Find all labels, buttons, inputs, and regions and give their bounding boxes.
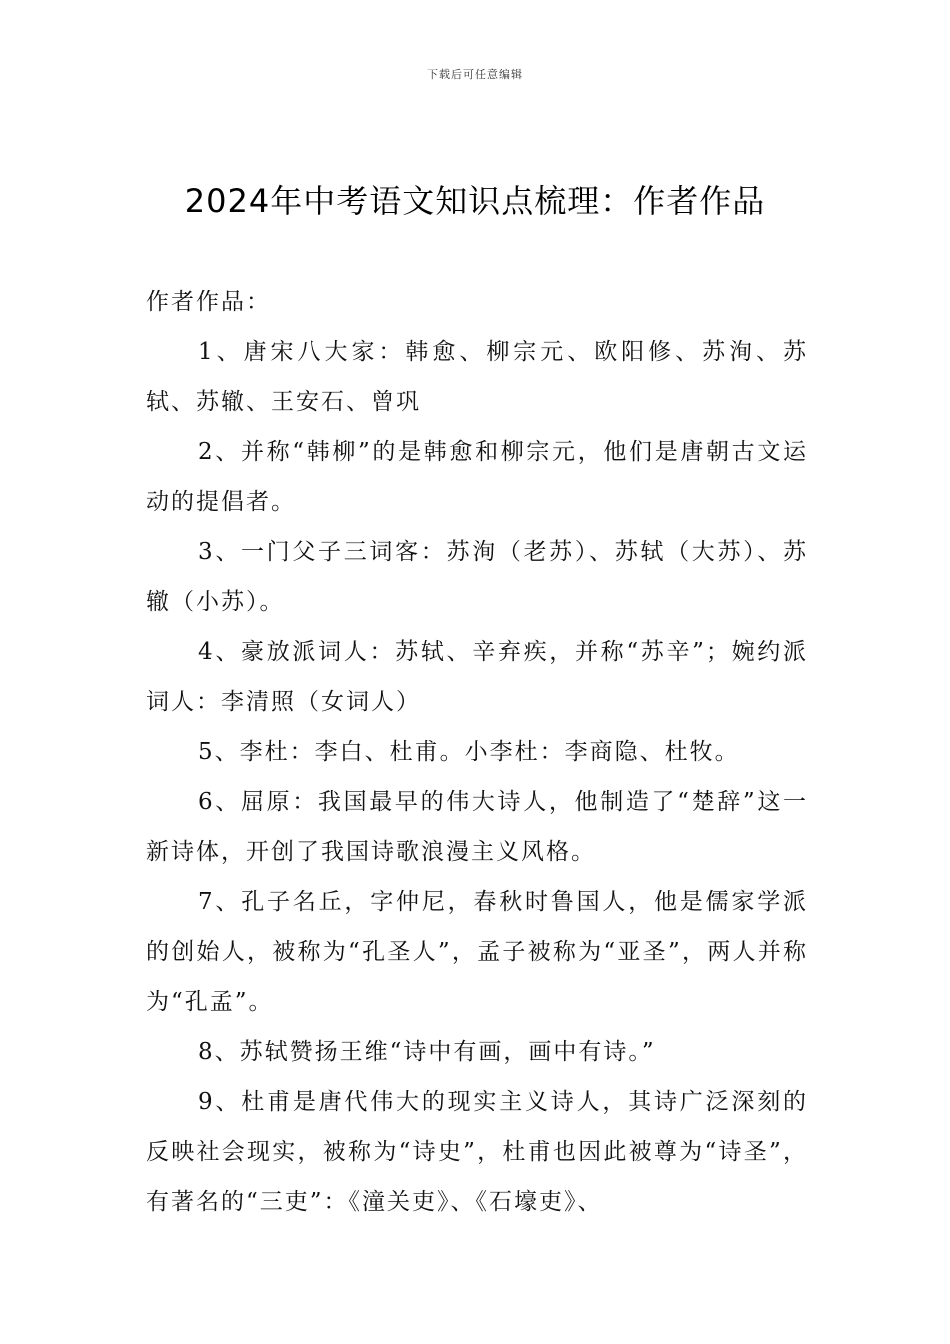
document-body	[146, 277, 808, 1227]
paragraph-6: 6、屈原：我国最早的伟大诗人，他制造了“楚辞”这一新诗体，开创了我国诗歌浪漫主义风格。	[146, 789, 808, 865]
paragraph-4: 4、豪放派词人：苏轼、辛弃疾，并称“苏辛”；婉约派词人：李清照（女词人）	[146, 639, 808, 715]
paragraph-9: 9、杜甫是唐代伟大的现实主义诗人，其诗广泛深刻的反映社会现实，被称为“诗史”，杜甫也因此被尊为“诗圣”，有著名的“三吏”：《潼关吏》、《石壕吏》、	[146, 1089, 808, 1215]
paragraph-7: 7、孔子名丘，字仲尼，春秋时鲁国人，他是儒家学派的创始人，被称为“孔圣人”，孟子被称为“亚圣”，两人并称为“孔孟”。	[146, 889, 808, 1015]
section-label: 作者作品：	[146, 289, 271, 315]
header-note: 下载后可任意编辑	[427, 68, 523, 81]
paragraph-2: 2、并称“韩柳”的是韩愈和柳宗元，他们是唐朝古文运动的提倡者。	[146, 439, 808, 515]
document-title: 2024年中考语文知识点梳理：作者作品	[184, 182, 766, 220]
paragraph-1: 1、唐宋八大家：韩愈、柳宗元、欧阳修、苏洵、苏轼、苏辙、王安石、曾巩	[146, 339, 808, 415]
paragraph-5: 5、李杜：李白、杜甫。小李杜：李商隐、杜牧。	[198, 739, 740, 765]
paragraph-3: 3、一门父子三词客：苏洵（老苏）、苏轼（大苏）、苏辙（小苏）。	[146, 539, 808, 615]
paragraph-8: 8、苏轼赞扬王维“诗中有画，画中有诗。”	[198, 1039, 656, 1065]
